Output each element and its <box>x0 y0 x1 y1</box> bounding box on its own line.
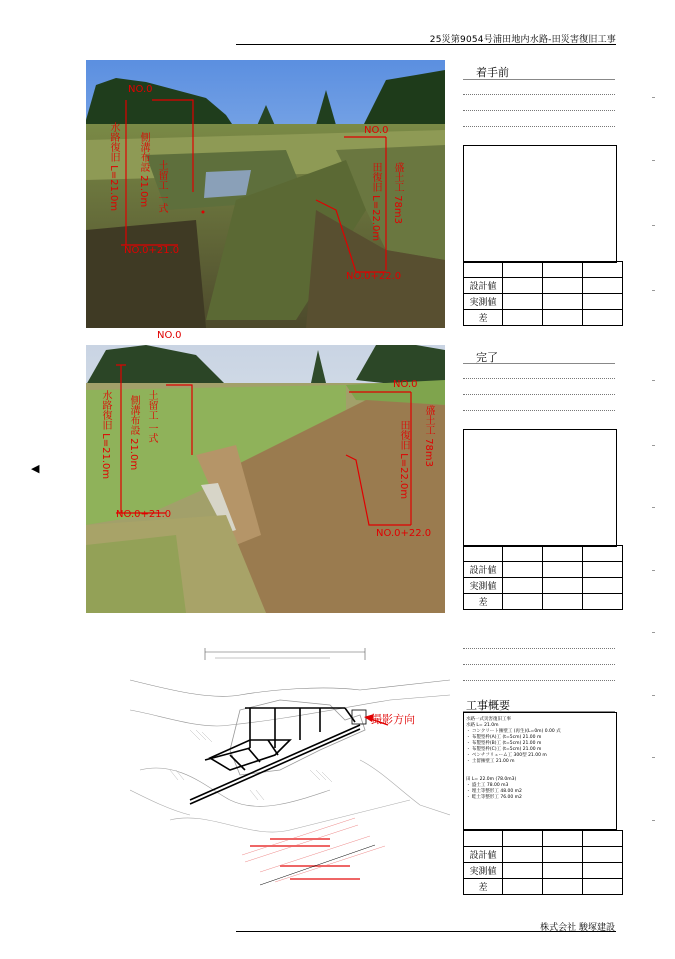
before-no0-22: NO.0+22.0 <box>346 271 402 282</box>
summary-line: 田 L= 22.0m (78.0m3) <box>466 777 517 782</box>
summary-line: ・ 埋土等整形工 48.00 m2 <box>466 789 522 794</box>
company-name: 株式会社 駿塚建設 <box>540 923 615 933</box>
difference-label: 差 <box>464 594 503 610</box>
table-row <box>464 294 623 310</box>
before-no0-top: NO.0 <box>128 84 153 95</box>
summary-line: ・ 畦土等整形工 76.00 m2 <box>466 795 522 800</box>
prev-page-arrow[interactable]: ◀ <box>31 462 40 475</box>
header-rule <box>236 44 616 45</box>
after-no0-22: NO.0+22.0 <box>376 528 432 539</box>
margin-tick <box>652 290 655 291</box>
after-measure-table <box>463 545 623 610</box>
plan-note-line-3 <box>463 680 615 681</box>
table-row <box>464 546 623 562</box>
after-no0-21: NO.0+21.0 <box>116 509 172 520</box>
measured-value-label: 実測値 <box>464 863 503 879</box>
footer-rule <box>236 931 616 932</box>
summary-measure-table <box>463 830 623 895</box>
margin-tick <box>652 445 655 446</box>
after-note-line-3 <box>463 410 615 411</box>
margin-tick <box>652 507 655 508</box>
table-row <box>464 847 623 863</box>
after-paddy-label: 田復旧 L=22.0m <box>398 420 409 500</box>
margin-tick <box>652 97 655 98</box>
before-note-box <box>463 145 617 263</box>
before-no0-21: NO.0+21.0 <box>124 245 180 256</box>
project-title: 25災第9054号浦田地内水路-田災害復旧工事 <box>429 35 616 45</box>
after-fill-label: 盛土工 78m3 <box>423 405 434 468</box>
measured-value-label: 実測値 <box>464 578 503 594</box>
after-section-label: 完了 <box>476 351 498 364</box>
table-row <box>464 831 623 847</box>
after-photo <box>86 345 445 613</box>
before-no0-right: NO.0 <box>364 125 389 136</box>
margin-tick <box>652 570 655 571</box>
before-note-line-1 <box>463 94 615 95</box>
shooting-direction-label: 撮影方向 <box>371 713 415 726</box>
after-note-box <box>463 429 617 547</box>
after-note-line-1 <box>463 378 615 379</box>
before-paddy-label: 田復旧 L=22.0m <box>370 162 381 242</box>
before-note-line-2 <box>463 110 615 111</box>
margin-tick <box>652 695 655 696</box>
after-earthwork-label: 土留工 一式 <box>146 390 157 444</box>
after-sidewall-label: 側溝布設 21.0m <box>128 395 139 471</box>
table-row <box>464 562 623 578</box>
margin-tick <box>652 820 655 821</box>
table-row <box>464 310 623 326</box>
after-label-rule <box>463 363 615 364</box>
before-fill-label: 盛土工 78m3 <box>392 162 403 225</box>
margin-tick <box>652 225 655 226</box>
after-annotation-lines <box>86 345 445 613</box>
design-value-label: 設計値 <box>464 847 503 863</box>
before-label-rule <box>463 79 615 80</box>
margin-tick <box>652 757 655 758</box>
before-section-label: 着手前 <box>476 66 509 79</box>
summary-line: 水路一式災害復旧工事 <box>466 717 511 722</box>
summary-line: ・ 布製型枠(A)工 (t=5cm) 21.00 m <box>466 735 542 740</box>
after-no0-right: NO.0 <box>393 379 418 390</box>
plan-drawing <box>130 640 450 895</box>
plan-note-line-1 <box>463 648 615 649</box>
before-waterway-label: 水路復旧 L=21.0m <box>108 122 119 212</box>
summary-line: ・ コンクリート擁壁工 (再生)(L=0m) 0.00 式 <box>466 729 561 734</box>
summary-line: ・ 土留擁壁工 21.00 m <box>466 759 515 764</box>
margin-tick <box>652 632 655 633</box>
plan-note-line-2 <box>463 664 615 665</box>
summary-line: ・ 布製型枠(C)工 (t=5cm) 21.00 m <box>466 747 542 752</box>
margin-tick <box>652 380 655 381</box>
table-row <box>464 578 623 594</box>
summary-line: 水路 L= 21.0m <box>466 723 499 728</box>
plan-drawing-svg <box>130 640 450 895</box>
table-row <box>464 278 623 294</box>
before-sidewall-label: 側溝布設 21.0m <box>138 132 149 208</box>
summary-section-label: 工事概要 <box>466 699 510 712</box>
before-note-line-3 <box>463 126 615 127</box>
summary-box <box>463 712 617 830</box>
margin-tick <box>652 160 655 161</box>
summary-line: ・ 盛土工 78.00 m3 <box>466 783 509 788</box>
table-row <box>464 262 623 278</box>
summary-line: ・ ベンチフリューム工 300型 21.00 m <box>466 753 547 758</box>
summary-line: ・ 布製型枠(B)工 (t=5cm) 21.00 m <box>466 741 542 746</box>
table-row <box>464 863 623 879</box>
difference-label: 差 <box>464 310 503 326</box>
before-photo <box>86 60 445 328</box>
before-caption-below: NO.0 <box>157 330 182 341</box>
difference-label: 差 <box>464 879 503 895</box>
design-value-label: 設計値 <box>464 562 503 578</box>
design-value-label: 設計値 <box>464 278 503 294</box>
table-row <box>464 879 623 895</box>
table-row <box>464 594 623 610</box>
measured-value-label: 実測値 <box>464 294 503 310</box>
after-waterway-label: 水路復旧 L=21.0m <box>100 390 111 480</box>
before-earthwork-label: 土留工 一式 <box>156 160 167 214</box>
before-measure-table <box>463 261 623 326</box>
after-note-line-2 <box>463 394 615 395</box>
